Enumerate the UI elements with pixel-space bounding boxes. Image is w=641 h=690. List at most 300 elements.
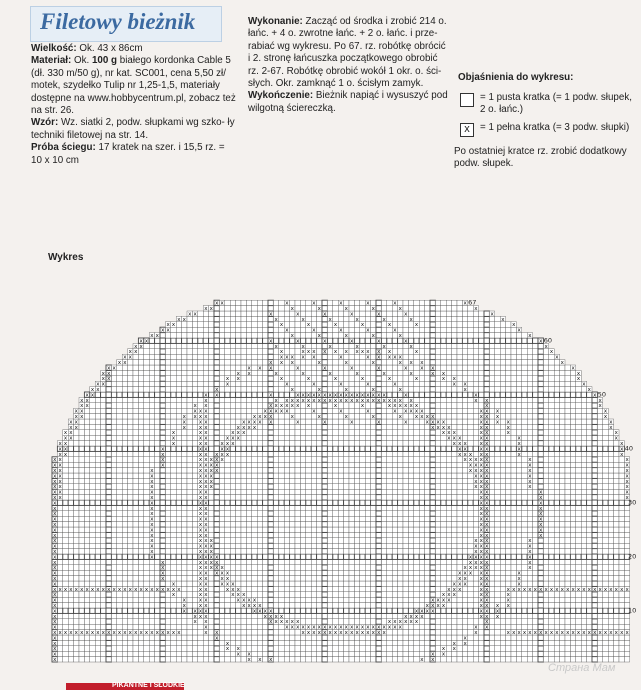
chart-cell bbox=[219, 608, 224, 613]
chart-cell bbox=[192, 565, 197, 570]
chart-cell bbox=[290, 484, 295, 489]
chart-cell bbox=[489, 543, 494, 548]
chart-cell bbox=[84, 505, 89, 510]
chart-cell bbox=[165, 468, 170, 473]
chart-cell bbox=[398, 581, 403, 586]
chart-cell bbox=[495, 516, 500, 521]
chart-mark: x bbox=[620, 446, 624, 453]
chart-cell bbox=[419, 559, 424, 564]
chart-mark: x bbox=[485, 451, 489, 458]
chart-cell bbox=[279, 635, 284, 640]
chart-cell bbox=[446, 522, 451, 527]
chart-cell bbox=[500, 516, 505, 521]
chart-cell bbox=[122, 505, 127, 510]
chart-cell bbox=[128, 462, 133, 467]
chart-cell bbox=[344, 603, 349, 608]
chart-cell bbox=[365, 505, 370, 510]
chart-cell bbox=[419, 586, 424, 591]
chart-cell bbox=[176, 457, 181, 462]
chart-cell bbox=[187, 608, 192, 613]
chart-cell bbox=[506, 500, 511, 505]
chart-cell bbox=[344, 478, 349, 483]
chart-cell bbox=[68, 478, 73, 483]
chart-mark: x bbox=[215, 630, 219, 636]
chart-mark: x bbox=[204, 500, 208, 507]
chart-cell bbox=[257, 646, 262, 651]
pattern-label: Wzór: bbox=[31, 117, 59, 129]
chart-cell bbox=[138, 543, 143, 548]
chart-cell bbox=[268, 468, 273, 473]
chart-cell bbox=[446, 516, 451, 521]
chart-cell bbox=[187, 462, 192, 467]
chart-mark: x bbox=[198, 500, 203, 507]
chart-cell bbox=[171, 554, 176, 559]
chart-cell bbox=[111, 597, 116, 602]
chart-cell bbox=[101, 484, 106, 489]
chart-cell bbox=[295, 473, 300, 478]
chart-cell bbox=[576, 516, 581, 521]
chart-cell bbox=[441, 462, 446, 467]
chart-cell bbox=[257, 549, 262, 554]
chart-cell bbox=[122, 624, 127, 629]
chart-cell bbox=[176, 608, 181, 613]
chart-cell bbox=[273, 500, 278, 505]
chart-cell bbox=[392, 554, 397, 559]
chart-cell bbox=[570, 478, 575, 483]
chart-cell bbox=[327, 500, 332, 505]
chart-cell bbox=[230, 500, 235, 505]
chart-cell bbox=[111, 527, 116, 532]
chart-cell bbox=[79, 516, 84, 521]
chart-cell bbox=[57, 543, 62, 548]
chart-cell bbox=[430, 478, 435, 483]
chart-cell bbox=[117, 441, 122, 446]
chart-cell bbox=[376, 646, 381, 651]
chart-cell bbox=[408, 446, 413, 451]
chart-mark: x bbox=[53, 619, 57, 626]
chart-mark: x bbox=[463, 570, 467, 577]
chart-cell bbox=[263, 484, 268, 489]
chart-cell bbox=[624, 624, 629, 629]
chart-cell bbox=[268, 603, 273, 608]
chart-cell bbox=[290, 505, 295, 510]
chart-cell bbox=[489, 516, 494, 521]
chart-cell bbox=[106, 554, 111, 559]
chart-cell bbox=[381, 538, 386, 543]
chart-cell bbox=[403, 554, 408, 559]
chart-cell bbox=[554, 565, 559, 570]
chart-cell bbox=[376, 468, 381, 473]
chart-mark: x bbox=[198, 570, 203, 577]
chart-cell bbox=[408, 603, 413, 608]
chart-cell bbox=[268, 516, 273, 521]
chart-cell bbox=[333, 603, 338, 608]
chart-cell bbox=[214, 613, 219, 618]
chart-cell bbox=[408, 473, 413, 478]
chart-cell bbox=[311, 603, 316, 608]
chart-cell bbox=[560, 451, 565, 456]
chart-cell bbox=[225, 624, 230, 629]
chart-cell bbox=[549, 597, 554, 602]
chart-cell bbox=[263, 657, 268, 662]
chart-mark: x bbox=[225, 441, 230, 447]
chart-cell bbox=[608, 495, 613, 500]
chart-cell bbox=[101, 516, 106, 521]
chart-cell bbox=[333, 608, 338, 613]
chart-cell bbox=[74, 473, 79, 478]
chart-cell bbox=[219, 473, 224, 478]
chart-cell bbox=[74, 516, 79, 521]
chart-mark: x bbox=[414, 613, 419, 620]
chart-mark: x bbox=[485, 484, 489, 491]
chart-cell bbox=[500, 500, 505, 505]
chart-cell bbox=[322, 484, 327, 489]
chart-cell bbox=[430, 484, 435, 489]
chart-cell bbox=[165, 451, 170, 456]
chart-cell bbox=[176, 462, 181, 467]
chart-cell bbox=[565, 484, 570, 489]
chart-cell bbox=[165, 581, 170, 586]
chart-cell bbox=[403, 549, 408, 554]
chart-mark: x bbox=[333, 624, 338, 631]
chart-mark: x bbox=[198, 538, 203, 545]
chart-mark: x bbox=[458, 581, 462, 588]
chart-cell bbox=[155, 489, 160, 494]
chart-mark: x bbox=[53, 495, 57, 501]
chart-cell bbox=[538, 651, 543, 656]
chart-cell bbox=[376, 495, 381, 500]
chart-cell bbox=[192, 516, 197, 521]
chart-cell bbox=[354, 570, 359, 575]
chart-cell bbox=[527, 646, 532, 651]
chart-cell bbox=[117, 576, 122, 581]
chart-mark: x bbox=[220, 441, 224, 447]
chart-cell bbox=[133, 489, 138, 494]
chart-cell bbox=[560, 538, 565, 543]
chart-cell bbox=[408, 532, 413, 537]
chart-cell bbox=[371, 619, 376, 624]
chart-cell bbox=[338, 478, 343, 483]
chart-cell bbox=[603, 559, 608, 564]
chart-cell bbox=[533, 543, 538, 548]
chart-cell bbox=[619, 624, 624, 629]
chart-cell bbox=[619, 549, 624, 554]
chart-cell bbox=[446, 511, 451, 516]
chart-cell bbox=[241, 489, 246, 494]
chart-cell bbox=[300, 576, 305, 581]
chart-cell bbox=[63, 532, 68, 537]
chart-cell bbox=[182, 619, 187, 624]
chart-cell bbox=[371, 484, 376, 489]
chart-cell bbox=[533, 500, 538, 505]
chart-cell bbox=[495, 538, 500, 543]
chart-cell bbox=[219, 646, 224, 651]
chart-cell bbox=[192, 538, 197, 543]
chart-cell bbox=[333, 657, 338, 662]
chart-mark: x bbox=[231, 441, 235, 447]
chart-cell bbox=[317, 640, 322, 645]
chart-cell bbox=[533, 457, 538, 462]
chart-cell bbox=[171, 495, 176, 500]
chart-cell bbox=[392, 559, 397, 564]
chart-cell bbox=[419, 532, 424, 537]
chart-cell bbox=[187, 657, 192, 662]
chart-cell bbox=[371, 592, 376, 597]
chart-cell bbox=[538, 613, 543, 618]
chart-cell bbox=[246, 592, 251, 597]
chart-cell bbox=[122, 522, 127, 527]
chart-cell bbox=[182, 646, 187, 651]
chart-cell bbox=[381, 446, 386, 451]
chart-cell bbox=[279, 451, 284, 456]
chart-cell bbox=[446, 543, 451, 548]
chart-cell bbox=[144, 522, 149, 527]
chart-cell bbox=[619, 473, 624, 478]
chart-cell bbox=[241, 657, 246, 662]
chart-cell bbox=[533, 613, 538, 618]
chart-cell bbox=[587, 451, 592, 456]
chart-cell bbox=[160, 554, 165, 559]
chart-cell bbox=[219, 505, 224, 510]
chart-cell bbox=[446, 651, 451, 656]
chart-mark: x bbox=[53, 581, 57, 588]
chart-mark: x bbox=[571, 586, 575, 593]
chart-cell bbox=[560, 640, 565, 645]
chart-cell bbox=[68, 489, 73, 494]
chart-cell bbox=[176, 468, 181, 473]
chart-cell bbox=[317, 516, 322, 521]
chart-cell bbox=[398, 597, 403, 602]
chart-cell bbox=[446, 489, 451, 494]
chart-mark: x bbox=[485, 527, 489, 534]
chart-cell bbox=[155, 565, 160, 570]
chart-mark: x bbox=[53, 473, 57, 480]
chart-mark: x bbox=[474, 473, 478, 480]
chart-cell bbox=[84, 576, 89, 581]
chart-cell bbox=[306, 586, 311, 591]
chart-cell bbox=[84, 484, 89, 489]
chart-mark: x bbox=[193, 619, 197, 626]
chart-cell bbox=[192, 646, 197, 651]
chart-cell bbox=[138, 532, 143, 537]
chart-mark: x bbox=[247, 651, 251, 658]
chart-mark: x bbox=[479, 451, 483, 458]
chart-cell bbox=[500, 538, 505, 543]
chart-mark: x bbox=[204, 613, 208, 620]
chart-mark: x bbox=[447, 586, 451, 593]
chart-mark: x bbox=[587, 586, 591, 593]
chart-cell bbox=[506, 495, 511, 500]
chart-mark: x bbox=[544, 586, 548, 593]
chart-cell bbox=[435, 532, 440, 537]
chart-cell bbox=[430, 549, 435, 554]
chart-cell bbox=[473, 500, 478, 505]
chart-mark: x bbox=[220, 457, 224, 464]
chart-cell bbox=[322, 651, 327, 656]
chart-cell bbox=[543, 624, 548, 629]
chart-cell bbox=[581, 500, 586, 505]
chart-cell bbox=[241, 500, 246, 505]
chart-cell bbox=[246, 505, 251, 510]
chart-cell bbox=[597, 446, 602, 451]
chart-cell bbox=[57, 570, 62, 575]
chart-cell bbox=[533, 549, 538, 554]
chart-cell bbox=[122, 451, 127, 456]
chart-cell bbox=[549, 451, 554, 456]
chart-mark: x bbox=[150, 549, 154, 555]
chart-cell bbox=[565, 651, 570, 656]
material-label: Materiał: bbox=[31, 55, 72, 67]
chart-cell bbox=[263, 549, 268, 554]
chart-cell bbox=[133, 484, 138, 489]
chart-cell bbox=[371, 473, 376, 478]
chart-cell bbox=[176, 657, 181, 662]
chart-cell bbox=[506, 543, 511, 548]
chart-cell bbox=[279, 565, 284, 570]
chart-cell bbox=[144, 532, 149, 537]
chart-cell bbox=[306, 549, 311, 554]
chart-cell bbox=[268, 543, 273, 548]
chart-mark: x bbox=[204, 441, 208, 447]
chart-mark: x bbox=[620, 586, 624, 593]
chart-cell bbox=[68, 640, 73, 645]
chart-cell bbox=[171, 468, 176, 473]
chart-cell bbox=[138, 613, 143, 618]
chart-cell bbox=[419, 630, 424, 635]
chart-cell bbox=[560, 478, 565, 483]
chart-cell bbox=[300, 619, 305, 624]
chart-cell bbox=[155, 451, 160, 456]
chart-cell bbox=[354, 532, 359, 537]
chart-cell bbox=[138, 484, 143, 489]
chart-cell bbox=[192, 446, 197, 451]
chart-cell bbox=[149, 646, 154, 651]
chart-cell bbox=[457, 473, 462, 478]
chart-cell bbox=[376, 559, 381, 564]
chart-cell bbox=[306, 484, 311, 489]
chart-cell bbox=[549, 511, 554, 516]
chart-cell bbox=[133, 527, 138, 532]
chart-cell bbox=[500, 559, 505, 564]
chart-cell bbox=[155, 608, 160, 613]
chart-cell bbox=[317, 586, 322, 591]
chart-cell bbox=[214, 446, 219, 451]
chart-cell bbox=[376, 462, 381, 467]
chart-cell bbox=[241, 451, 246, 456]
chart-mark: x bbox=[150, 538, 154, 545]
chart-cell bbox=[354, 608, 359, 613]
chart-cell bbox=[565, 646, 570, 651]
chart-cell bbox=[322, 613, 327, 618]
chart-cell bbox=[263, 559, 268, 564]
chart-cell bbox=[576, 538, 581, 543]
chart-cell bbox=[365, 559, 370, 564]
chart-cell bbox=[452, 549, 457, 554]
chart-cell bbox=[538, 554, 543, 559]
chart-cell bbox=[360, 446, 365, 451]
chart-cell bbox=[230, 635, 235, 640]
chart-cell bbox=[57, 516, 62, 521]
chart-cell bbox=[614, 603, 619, 608]
chart-mark: x bbox=[458, 586, 462, 593]
chart-cell bbox=[354, 478, 359, 483]
chart-cell bbox=[322, 657, 327, 662]
chart-cell bbox=[452, 543, 457, 548]
chart-cell bbox=[268, 495, 273, 500]
chart-cell bbox=[279, 543, 284, 548]
chart-cell bbox=[408, 570, 413, 575]
chart-cell bbox=[500, 570, 505, 575]
chart-cell bbox=[187, 576, 192, 581]
chart-cell bbox=[549, 559, 554, 564]
chart-cell bbox=[57, 576, 62, 581]
chart-cell bbox=[84, 495, 89, 500]
chart-mark: x bbox=[225, 586, 230, 593]
chart-cell bbox=[149, 462, 154, 467]
chart-cell bbox=[597, 451, 602, 456]
chart-cell bbox=[392, 484, 397, 489]
chart-mark: x bbox=[53, 624, 57, 631]
chart-cell bbox=[187, 570, 192, 575]
chart-cell bbox=[241, 462, 246, 467]
chart-mark: x bbox=[53, 608, 57, 615]
chart-cell bbox=[565, 516, 570, 521]
chart-cell bbox=[408, 630, 413, 635]
chart-mark: x bbox=[209, 484, 213, 491]
chart-cell bbox=[338, 489, 343, 494]
chart-mark: x bbox=[447, 592, 451, 599]
chart-cell bbox=[554, 608, 559, 613]
chart-cell bbox=[279, 570, 284, 575]
chart-cell bbox=[500, 581, 505, 586]
chart-cell bbox=[489, 554, 494, 559]
chart-cell bbox=[538, 608, 543, 613]
chart-cell bbox=[171, 511, 176, 516]
chart-cell bbox=[376, 608, 381, 613]
chart-cell bbox=[182, 484, 187, 489]
chart-cell bbox=[457, 532, 462, 537]
chart-mark: x bbox=[404, 619, 408, 626]
chart-cell bbox=[300, 565, 305, 570]
chart-cell bbox=[371, 538, 376, 543]
chart-cell bbox=[576, 608, 581, 613]
chart-cell bbox=[349, 586, 354, 591]
chart-cell bbox=[349, 446, 354, 451]
chart-cell bbox=[128, 532, 133, 537]
chart-cell bbox=[317, 495, 322, 500]
chart-mark: x bbox=[198, 559, 203, 566]
chart-cell bbox=[300, 608, 305, 613]
chart-cell bbox=[290, 522, 295, 527]
chart-cell bbox=[452, 505, 457, 510]
chart-cell bbox=[576, 484, 581, 489]
chart-cell bbox=[111, 451, 116, 456]
chart-cell bbox=[327, 565, 332, 570]
chart-cell bbox=[430, 646, 435, 651]
chart-cell bbox=[592, 484, 597, 489]
chart-cell bbox=[441, 505, 446, 510]
chart-cell bbox=[581, 451, 586, 456]
chart-cell bbox=[236, 570, 241, 575]
chart-cell bbox=[106, 613, 111, 618]
chart-cell bbox=[246, 468, 251, 473]
chart-cell bbox=[576, 446, 581, 451]
chart-cell bbox=[543, 646, 548, 651]
chart-cell bbox=[74, 543, 79, 548]
chart-cell bbox=[327, 451, 332, 456]
chart-cell bbox=[144, 651, 149, 656]
chart-cell bbox=[473, 651, 478, 656]
